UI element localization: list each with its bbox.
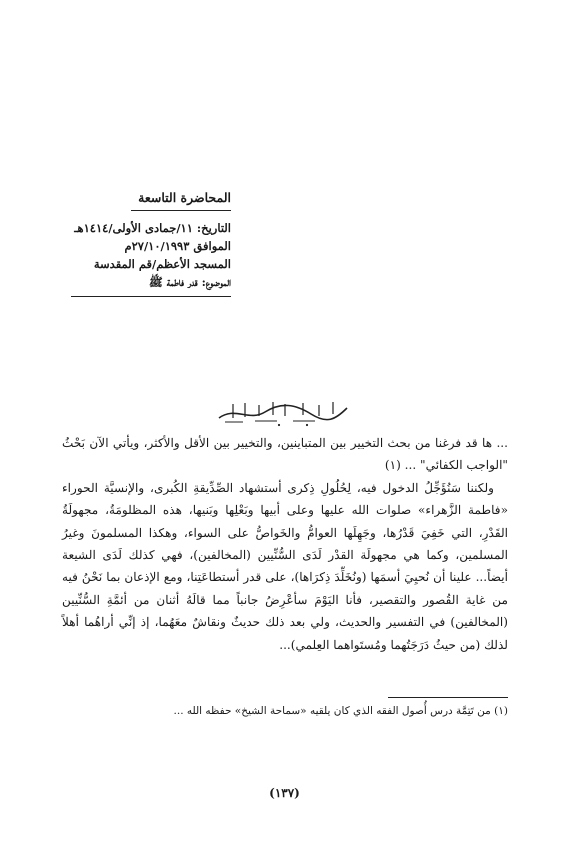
- footnote-divider: [388, 697, 508, 698]
- gregorian-date-line: الموافق ٢٧/١٠/١٩٩٣م: [124, 239, 231, 253]
- date-line: التاريخ: ١١/جمادى الأولى/١٤١٤هـ: [74, 221, 231, 235]
- lecture-body: [62, 432, 508, 656]
- header-divider: [71, 296, 231, 297]
- page-number: (١٣٧): [269, 786, 300, 800]
- body-paragraph-2: ولكننا سَنُؤَجِّلُ الدخول فيه، لِحُلُولِ ذِكرى أستشهاد الصِّدِّيقةِ الكُبرى، والإنسيَّة الحوراء «فاطمة الزَّهراء» صلوات الله عليها وعلى أبيها وبَعْلِها وبَنيها، هذه المظلومَةُ، مجهولَةُ القَدْرِ، التي خَفِيَ قَدْرُها، وجَهِلَها العوامُّ والخَواصُّ على السواء، وهكذا المسلمونَ وغيرُ المسلمين، وكما هي مجهولَة القدْر لَدَى السُّنِّيين (المخالفين)، فهي كذلك لَدَى الشيعة أيضاً... علينا أن نُحيِيَ أسمَها (ونُخَلِّدَ ذِكرَاها)، على قدر أستطاعَتِنا، ومع الإذعان بما نَحْنُ فيه من غاية القُصور والتقصير، فأنا اليَوْمَ سأعْرِضُ جانباً مما قالَهُ أثنان من أئمَّةِ السُّنِّيين (المخالفين) في التفسير والحديث، ولي بعد ذلك حديثٌ ونقاشٌ معَهُما، إذ إنِّي أراهُما أهلاً لذلك (من حيثُ دَرَجَتُهما ومُستَواهما العِلمي)...: [62, 480, 508, 652]
- place-line: المسجد الأعظم/قم المقدسة: [93, 257, 231, 271]
- lecture-header: [71, 189, 231, 297]
- lecture-title: المحاضرة التاسعة: [131, 189, 231, 211]
- footnote: (١) من تَتِمَّة درس أُصول الفقه الذي كان يلقيه «سماحة الشيخ» حفظه الله ...: [173, 705, 508, 717]
- basmala-calligraphy: [215, 398, 350, 428]
- body-paragraph-1: ... ها قد فرغنا من بحث التخيير بين المتباينين، والتخيير بين الأقل والأكثر، ويأتي الآن بَحْثُ "الواجب الكفائي" ... (١): [62, 436, 508, 473]
- topic-line: الموضوع: قدر فاطمة ﷺ: [148, 275, 231, 289]
